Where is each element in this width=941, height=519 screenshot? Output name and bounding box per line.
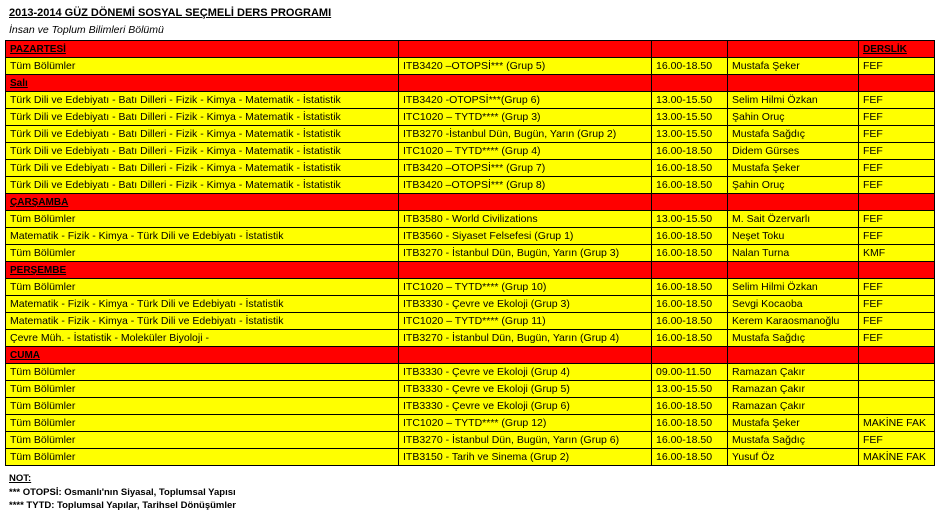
course-cell: ITC1020 – TYTD**** (Grup 3) [399, 109, 652, 126]
time-cell: 09.00-11.50 [652, 364, 728, 381]
empty-cell [652, 41, 728, 58]
day-name: ÇARŞAMBA [6, 194, 399, 211]
room-cell: FEF [859, 92, 935, 109]
empty-cell [652, 262, 728, 279]
table-row [6, 92, 935, 109]
department-cell: Tüm Bölümler [6, 245, 399, 262]
page-title: 2013-2014 GÜZ DÖNEMİ SOSYAL SEÇMELİ DERS PROGRAMI [9, 7, 332, 19]
department-cell: Türk Dili ve Edebiyatı - Batı Dilleri - Fizik - Kimya - Matematik - İstatistik [6, 126, 399, 143]
course-cell: ITB3330 - Çevre ve Ekoloji (Grup 6) [399, 398, 652, 415]
table-row [6, 296, 935, 313]
table-row [6, 313, 935, 330]
time-cell: 16.00-18.50 [652, 296, 728, 313]
instructor-cell: Şahin Oruç [728, 177, 859, 194]
room-cell: FEF [859, 211, 935, 228]
room-header [859, 75, 935, 92]
day-name: PAZARTESİ [6, 41, 399, 58]
room-cell: FEF [859, 177, 935, 194]
department-cell: Matematik - Fizik - Kimya - Türk Dili ve Edebiyatı - İstatistik [6, 313, 399, 330]
course-cell: ITB3270 - İstanbul Dün, Bugün, Yarın (Grup 3) [399, 245, 652, 262]
time-cell: 16.00-18.50 [652, 432, 728, 449]
instructor-cell: Yusuf Öz [728, 449, 859, 466]
course-cell: ITC1020 – TYTD**** (Grup 4) [399, 143, 652, 160]
instructor-cell: Ramazan Çakır [728, 398, 859, 415]
day-header-row [6, 41, 935, 58]
course-cell: ITB3580 - World Civilizations [399, 211, 652, 228]
instructor-cell: Selim Hilmi Özkan [728, 92, 859, 109]
table-row [6, 279, 935, 296]
time-cell: 16.00-18.50 [652, 160, 728, 177]
time-cell: 16.00-18.50 [652, 313, 728, 330]
room-cell: FEF [859, 330, 935, 347]
time-cell: 16.00-18.50 [652, 245, 728, 262]
empty-cell [399, 262, 652, 279]
time-cell: 16.00-18.50 [652, 415, 728, 432]
empty-cell [399, 194, 652, 211]
department-cell: Matematik - Fizik - Kimya - Türk Dili ve Edebiyatı - İstatistik [6, 296, 399, 313]
table-row [6, 126, 935, 143]
course-cell: ITC1020 – TYTD**** (Grup 11) [399, 313, 652, 330]
table-row [6, 211, 935, 228]
instructor-cell: Mustafa Sağdıç [728, 126, 859, 143]
notes-heading: NOT: [9, 473, 32, 484]
course-cell: ITB3330 - Çevre ve Ekoloji (Grup 5) [399, 381, 652, 398]
department-cell: Türk Dili ve Edebiyatı - Batı Dilleri - Fizik - Kimya - Matematik - İstatistik [6, 160, 399, 177]
empty-cell [728, 347, 859, 364]
table-row [6, 415, 935, 432]
time-cell: 16.00-18.50 [652, 177, 728, 194]
time-cell: 13.00-15.50 [652, 381, 728, 398]
room-cell: FEF [859, 126, 935, 143]
course-cell: ITB3420 –OTOPSİ*** (Grup 5) [399, 58, 652, 75]
empty-cell [728, 41, 859, 58]
instructor-cell: Mustafa Şeker [728, 160, 859, 177]
department-cell: Tüm Bölümler [6, 279, 399, 296]
room-header [859, 194, 935, 211]
day-header-row [6, 262, 935, 279]
table-row [6, 449, 935, 466]
instructor-cell: Neşet Toku [728, 228, 859, 245]
schedule-table [5, 40, 935, 466]
room-cell [859, 398, 935, 415]
department-cell: Tüm Bölümler [6, 364, 399, 381]
room-header [859, 347, 935, 364]
course-cell: ITB3420 –OTOPSİ*** (Grup 8) [399, 177, 652, 194]
empty-cell [652, 194, 728, 211]
room-cell: FEF [859, 143, 935, 160]
empty-cell [399, 347, 652, 364]
time-cell: 16.00-18.50 [652, 330, 728, 347]
instructor-cell: Mustafa Şeker [728, 58, 859, 75]
instructor-cell: M. Sait Özervarlı [728, 211, 859, 228]
room-header [859, 262, 935, 279]
empty-cell [652, 347, 728, 364]
schedule-body [6, 41, 935, 466]
note-line: *** OTOPSİ: Osmanlı'nın Siyasal, Toplumsal Yapısı [9, 486, 236, 498]
instructor-cell: Ramazan Çakır [728, 381, 859, 398]
instructor-cell: Şahin Oruç [728, 109, 859, 126]
time-cell: 16.00-18.50 [652, 58, 728, 75]
course-cell: ITC1020 – TYTD**** (Grup 10) [399, 279, 652, 296]
instructor-cell: Sevgi Kocaoba [728, 296, 859, 313]
instructor-cell: Kerem Karaosmanoğlu [728, 313, 859, 330]
time-cell: 13.00-15.50 [652, 126, 728, 143]
time-cell: 16.00-18.50 [652, 449, 728, 466]
course-cell: ITB3330 - Çevre ve Ekoloji (Grup 4) [399, 364, 652, 381]
room-cell [859, 364, 935, 381]
course-cell: ITB3330 - Çevre ve Ekoloji (Grup 3) [399, 296, 652, 313]
table-row [6, 228, 935, 245]
department-cell: Tüm Bölümler [6, 211, 399, 228]
course-cell: ITB3270 -İstanbul Dün, Bugün, Yarın (Grup 2) [399, 126, 652, 143]
instructor-cell: Didem Gürses [728, 143, 859, 160]
department-cell: Tüm Bölümler [6, 398, 399, 415]
instructor-cell: Mustafa Sağdıç [728, 330, 859, 347]
course-cell: ITB3560 - Siyaset Felsefesi (Grup 1) [399, 228, 652, 245]
room-cell: FEF [859, 279, 935, 296]
department-cell: Türk Dili ve Edebiyatı - Batı Dilleri - Fizik - Kimya - Matematik - İstatistik [6, 143, 399, 160]
time-cell: 16.00-18.50 [652, 279, 728, 296]
instructor-cell: Nalan Turna [728, 245, 859, 262]
room-cell: MAKİNE FAK [859, 415, 935, 432]
department-cell: Tüm Bölümler [6, 449, 399, 466]
table-row [6, 109, 935, 126]
time-cell: 16.00-18.50 [652, 398, 728, 415]
table-row [6, 398, 935, 415]
table-row [6, 364, 935, 381]
note-line: **** TYTD: Toplumsal Yapılar, Tarihsel Dönüşümler [9, 500, 237, 511]
day-name: PERŞEMBE [6, 262, 399, 279]
department-cell: Türk Dili ve Edebiyatı - Batı Dilleri - Fizik - Kimya - Matematik - İstatistik [6, 109, 399, 126]
department-cell: Çevre Müh. - İstatistik - Moleküler Biyoloji - [6, 330, 399, 347]
time-cell: 13.00-15.50 [652, 109, 728, 126]
day-name: CUMA [6, 347, 399, 364]
department-cell: Türk Dili ve Edebiyatı - Batı Dilleri - Fizik - Kimya - Matematik - İstatistik [6, 92, 399, 109]
instructor-cell: Mustafa Sağdıç [728, 432, 859, 449]
empty-cell [652, 75, 728, 92]
room-cell [859, 381, 935, 398]
course-cell: ITB3420 –OTOPSİ*** (Grup 7) [399, 160, 652, 177]
room-cell: MAKİNE FAK [859, 449, 935, 466]
table-row [6, 432, 935, 449]
room-cell: FEF [859, 296, 935, 313]
course-cell: ITC1020 – TYTD**** (Grup 12) [399, 415, 652, 432]
day-header-row [6, 75, 935, 92]
table-row [6, 381, 935, 398]
department-cell: Tüm Bölümler [6, 381, 399, 398]
table-row [6, 143, 935, 160]
room-cell: FEF [859, 432, 935, 449]
time-cell: 16.00-18.50 [652, 143, 728, 160]
empty-cell [399, 75, 652, 92]
time-cell: 13.00-15.50 [652, 92, 728, 109]
department-cell: Tüm Bölümler [6, 58, 399, 75]
room-cell: FEF [859, 160, 935, 177]
instructor-cell: Mustafa Şeker [728, 415, 859, 432]
time-cell: 16.00-18.50 [652, 228, 728, 245]
empty-cell [399, 41, 652, 58]
room-cell: FEF [859, 58, 935, 75]
room-header: DERSLİK [859, 41, 935, 58]
department-cell: Matematik - Fizik - Kimya - Türk Dili ve Edebiyatı - İstatistik [6, 228, 399, 245]
course-cell: ITB3150 - Tarih ve Sinema (Grup 2) [399, 449, 652, 466]
empty-cell [728, 194, 859, 211]
day-name: Salı [6, 75, 399, 92]
page-subtitle: İnsan ve Toplum Bilimleri Bölümü [9, 24, 164, 36]
table-row [6, 245, 935, 262]
time-cell: 13.00-15.50 [652, 211, 728, 228]
course-cell: ITB3270 - İstanbul Dün, Bugün, Yarın (Grup 6) [399, 432, 652, 449]
table-row [6, 160, 935, 177]
instructor-cell: Selim Hilmi Özkan [728, 279, 859, 296]
day-header-row [6, 347, 935, 364]
course-cell: ITB3420 -OTOPSİ***(Grup 6) [399, 92, 652, 109]
department-cell: Türk Dili ve Edebiyatı - Batı Dilleri - Fizik - Kimya - Matematik - İstatistik [6, 177, 399, 194]
day-header-row [6, 194, 935, 211]
department-cell: Tüm Bölümler [6, 415, 399, 432]
department-cell: Tüm Bölümler [6, 432, 399, 449]
room-cell: FEF [859, 228, 935, 245]
instructor-cell: Ramazan Çakır [728, 364, 859, 381]
table-row [6, 177, 935, 194]
room-cell: KMF [859, 245, 935, 262]
empty-cell [728, 262, 859, 279]
course-cell: ITB3270 - İstanbul Dün, Bugün, Yarın (Grup 4) [399, 330, 652, 347]
room-cell: FEF [859, 313, 935, 330]
table-row [6, 58, 935, 75]
empty-cell [728, 75, 859, 92]
notes-block [9, 472, 236, 513]
room-cell: FEF [859, 109, 935, 126]
table-row [6, 330, 935, 347]
